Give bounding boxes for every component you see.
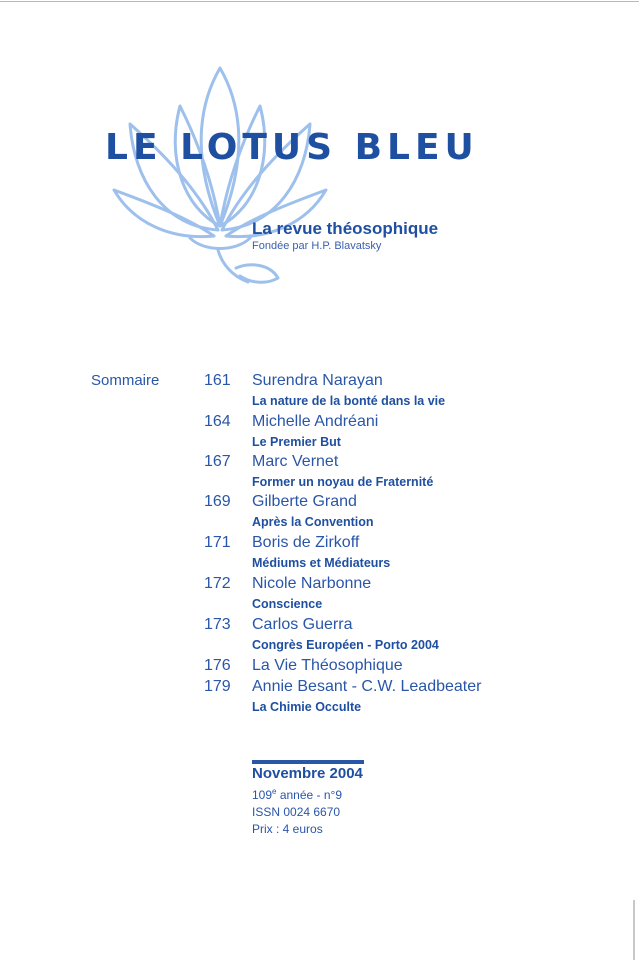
top-border-line [0, 1, 639, 2]
page-edge-shadow [633, 900, 635, 960]
toc-article-title: Former un noyau de Fraternité [252, 475, 434, 489]
toc-author: Surendra Narayan [252, 372, 383, 389]
toc-page-number: 161 [204, 372, 231, 389]
toc-page-number: 173 [204, 616, 231, 633]
toc-article-title: Congrès Européen - Porto 2004 [252, 638, 439, 652]
year-rest: année - n°9 [276, 788, 342, 802]
year-number: 109 [252, 788, 273, 802]
magazine-title: LE LOTUS BLEU [105, 127, 479, 168]
toc-page-number: 172 [204, 575, 231, 592]
toc-page-number: 179 [204, 678, 231, 695]
toc-article-title: Conscience [252, 597, 323, 611]
toc-article-title: Après la Convention [252, 515, 374, 529]
toc-page-number: 171 [204, 534, 231, 551]
toc-page-number: 169 [204, 493, 231, 510]
toc-article-title: La Chimie Occulte [252, 700, 362, 714]
toc-author: Gilberte Grand [252, 493, 357, 510]
toc-author: Carlos Guerra [252, 616, 353, 633]
toc-heading: Sommaire [91, 372, 160, 389]
issue-date: Novembre 2004 [252, 765, 363, 782]
toc-author: Annie Besant - C.W. Leadbeater [252, 678, 482, 695]
lotus-flower-icon [100, 58, 340, 290]
founder-line: Fondée par H.P. Blavatsky [252, 240, 382, 252]
toc-page-number: 164 [204, 413, 231, 430]
toc-article-title: Le Premier But [252, 435, 341, 449]
toc-page-number: 176 [204, 657, 231, 674]
issue-divider [252, 760, 364, 764]
toc-author: La Vie Théosophique [252, 657, 403, 674]
toc-page-number: 167 [204, 453, 231, 470]
issn: ISSN 0024 6670 [252, 805, 341, 819]
toc-author: Nicole Narbonne [252, 575, 372, 592]
magazine-subtitle: La revue théosophique [252, 219, 439, 238]
toc-author: Marc Vernet [252, 453, 339, 470]
toc-author: Michelle Andréani [252, 413, 379, 430]
toc-article-title: La nature de la bonté dans la vie [252, 394, 446, 408]
toc-author: Boris de Zirkoff [252, 534, 360, 551]
toc-article-title: Médiums et Médiateurs [252, 556, 391, 570]
price: Prix : 4 euros [252, 822, 323, 836]
issue-year-number [252, 787, 342, 802]
year-suffix: e [272, 787, 277, 796]
